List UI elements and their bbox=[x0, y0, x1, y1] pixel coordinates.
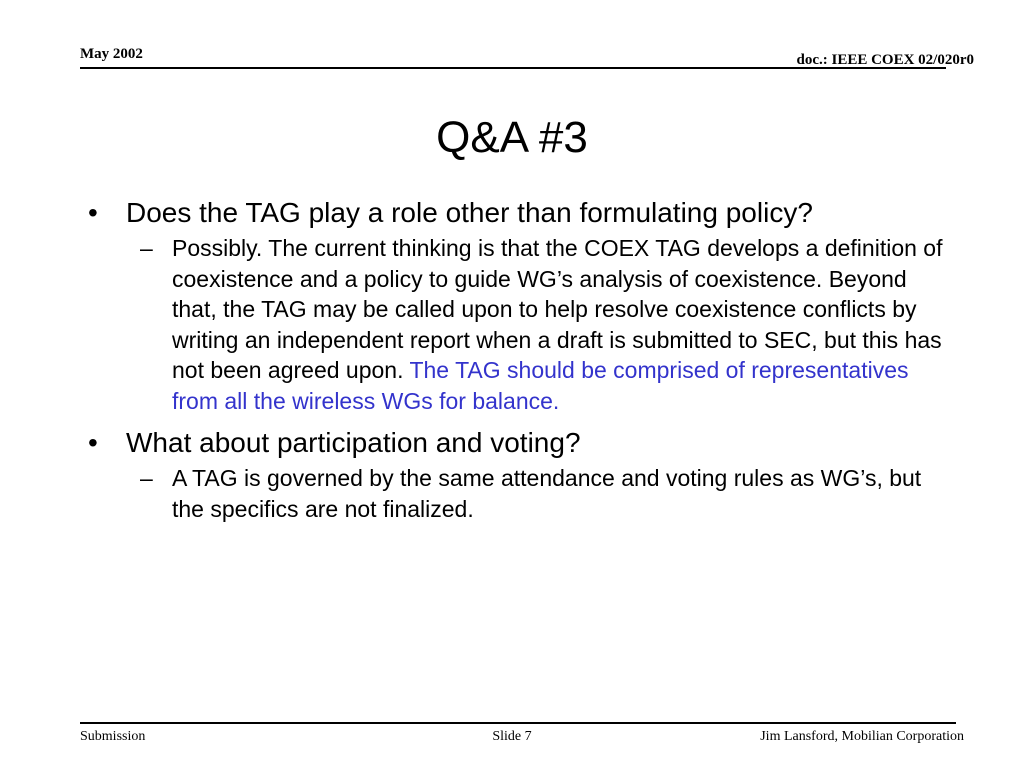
highlighted-text: The TAG should be comprised of representatives from all the wireless WGs for balance. bbox=[172, 357, 909, 414]
slide-title: Q&A #3 bbox=[436, 113, 588, 162]
bullet-marker: • bbox=[88, 427, 98, 458]
header-divider bbox=[80, 67, 946, 69]
bullet-text: What about participation and voting? bbox=[126, 427, 581, 458]
footer-slide-number: Slide 7 bbox=[492, 729, 532, 744]
bullet-item-2 bbox=[84, 426, 954, 459]
bullet-marker: • bbox=[88, 197, 98, 228]
sub-bullet-text: Possibly. The current thinking is that the COEX TAG develops a definition of coexistence and a policy to guide WG’s analysis of coexistence. Beyond that, the TAG may be called upon to help resolve coexistence conflicts by writing an independent report when a draft is submitted to SEC, but this has not been agreed upon. bbox=[172, 235, 943, 383]
header-doc-id: doc.: IEEE COEX 02/020r0 bbox=[796, 52, 974, 68]
sub-bullet-text: A TAG is governed by the same attendance and voting rules as WG’s, but the specifics are not finalized. bbox=[172, 465, 922, 522]
sub-bullet-item-2 bbox=[84, 463, 954, 524]
footer-author: Jim Lansford, Mobilian Corporation bbox=[760, 729, 964, 744]
bullet-text: Does the TAG play a role other than formulating policy? bbox=[126, 197, 813, 228]
sub-bullet-item-1 bbox=[84, 233, 954, 416]
sub-bullet-marker: – bbox=[140, 235, 153, 261]
bullet-item-1 bbox=[84, 196, 954, 229]
footer-divider bbox=[80, 722, 956, 724]
header-date: May 2002 bbox=[80, 46, 143, 62]
footer-submission: Submission bbox=[80, 729, 146, 744]
sub-bullet-marker: – bbox=[140, 465, 153, 491]
slide-body bbox=[84, 196, 954, 524]
